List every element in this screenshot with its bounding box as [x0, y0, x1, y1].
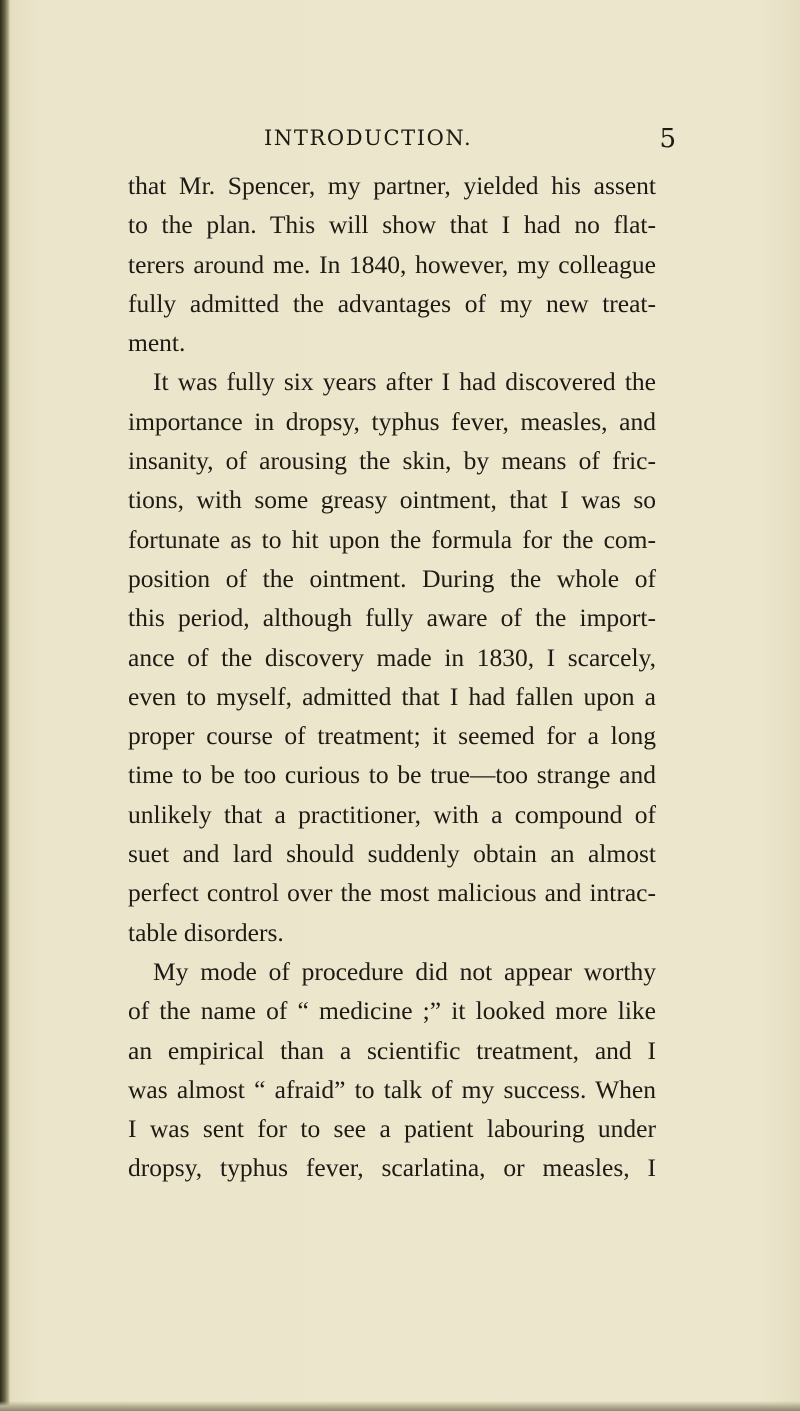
text-line: fully admitted the advantages of my new treat-: [128, 288, 656, 318]
running-head: INTRODUCTION.: [264, 126, 473, 150]
text-line: position of the ointment. During the whole of: [128, 563, 656, 593]
text-line: fortunate as to hit upon the formula for the com-: [128, 524, 656, 554]
text-line: I was sent for to see a patient labouring under: [128, 1114, 656, 1144]
page-header: [264, 126, 676, 158]
page-bottom-edge: [0, 1401, 800, 1411]
text-line: time to be too curious to be true—too strange and: [128, 760, 656, 790]
text-line: proper course of treatment; it seemed for a long: [128, 721, 656, 751]
page-number: 5: [659, 124, 676, 154]
text-line: terers around me. In 1840, however, my colleague: [128, 249, 656, 279]
text-line: even to myself, admitted that I had fallen upon a: [128, 681, 656, 711]
text-line: perfect control over the most malicious and intrac-: [128, 878, 656, 908]
text-line: suet and lard should suddenly obtain an almost: [128, 839, 656, 869]
text-line: that Mr. Spencer, my partner, yielded his assent: [128, 171, 656, 200]
text-line: table disorders.: [128, 917, 284, 947]
body-text: [128, 166, 656, 1188]
text-line: to the plan. This will show that I had no flat-: [128, 210, 656, 240]
text-line: of the name of “ medicine ;” it looked more like: [128, 996, 656, 1026]
text-line: ance of the discovery made in 1830, I scarcely,: [128, 642, 656, 672]
text-line: ment.: [128, 328, 186, 358]
page-binding-edge: [0, 0, 10, 1411]
text-line: an empirical than a scientific treatment, and I: [128, 1035, 656, 1065]
text-line: dropsy, typhus fever, scarlatina, or measles, I: [128, 1153, 656, 1183]
text-line: insanity, of arousing the skin, by means of fric-: [128, 446, 656, 476]
text-line: was almost “ afraid” to talk of my success. When: [128, 1074, 656, 1104]
text-line: this period, although fully aware of the import-: [128, 603, 656, 633]
text-line: tions, with some greasy ointment, that I was so: [128, 485, 656, 515]
text-line: It was fully six years after I had discovered the: [153, 367, 656, 397]
text-line: My mode of procedure did not appear worthy: [153, 956, 656, 986]
text-line: importance in dropsy, typhus fever, measles, and: [128, 406, 656, 436]
text-line: unlikely that a practitioner, with a compound of: [128, 799, 656, 829]
